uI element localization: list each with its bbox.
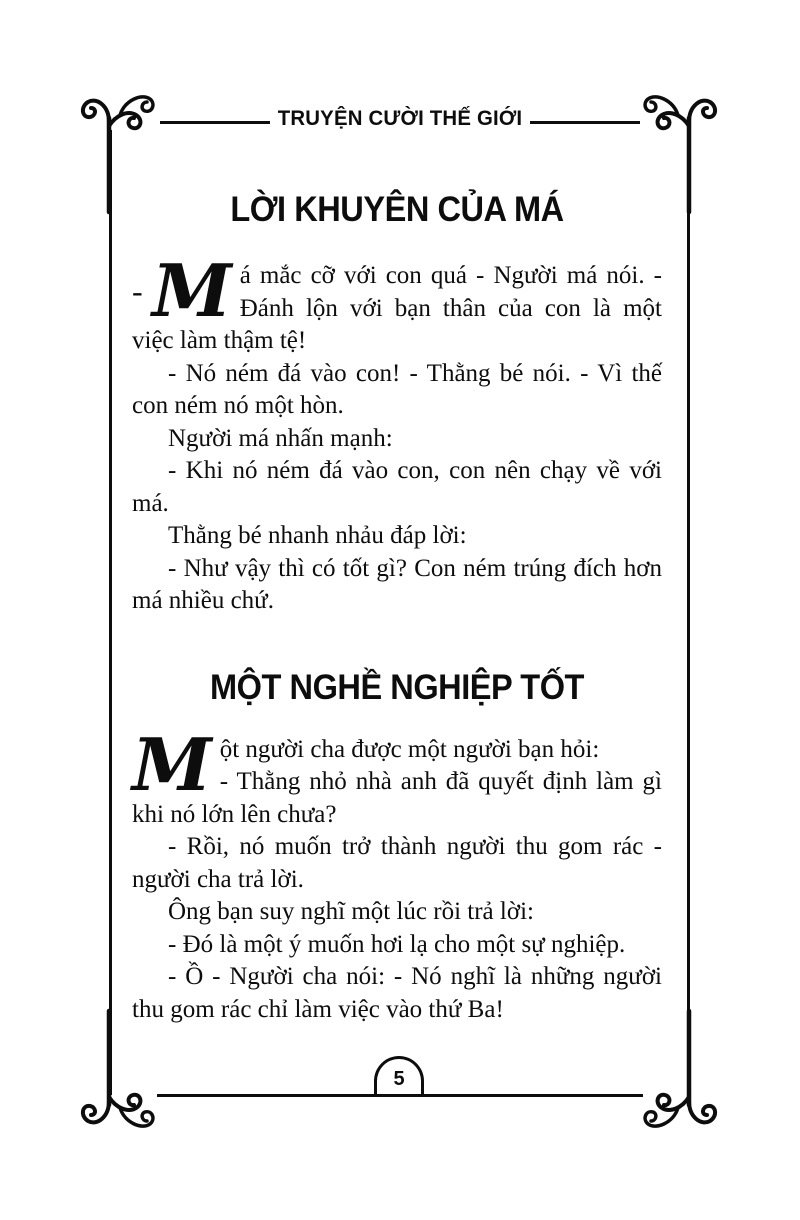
story-paragraph: - Nó ném đá vào con! - Thằng bé nói. - Vì thế con ném nó một hòn. bbox=[132, 359, 662, 419]
story-paragraph: - Đó là một ý muốn hơi lạ cho một sự nghiệp. bbox=[168, 930, 626, 958]
story-paragraph: - Khi nó ném đá vào con, con nên chạy về với má. bbox=[132, 457, 662, 517]
story-paragraph: Ông bạn suy nghĩ một lúc rồi trả lời: bbox=[168, 898, 534, 925]
opening-text-line2: - Thằng nhỏ nhà anh đã quyết định làm gì khi nó lớn lên chưa? bbox=[132, 768, 662, 828]
story-title: LỜI KHUYÊN CỦA MÁ bbox=[230, 190, 564, 229]
story-opening-paragraph bbox=[132, 248, 662, 358]
story-mot-nghe-nghiep-tot bbox=[132, 668, 662, 1027]
running-head-title: TRUYỆN CƯỜI THẾ GIỚI bbox=[277, 107, 523, 130]
dropcap-initial: M bbox=[152, 248, 232, 333]
lead-dash: - bbox=[132, 272, 143, 309]
story-paragraph: - Ồ - Người cha nói: - Nó nghĩ là những người thu gom rác chỉ làm việc vào thứ Ba! bbox=[132, 963, 662, 1023]
frame-border-right bbox=[687, 130, 690, 1095]
opening-text: ột người cha được một người bạn hỏi: bbox=[219, 735, 600, 763]
story-paragraph: - Rồi, nó muốn trở thành người thu gom rác - người cha trả lời. bbox=[132, 833, 662, 893]
story-loi-khuyen-cua-ma bbox=[132, 190, 662, 618]
story-title: MỘT NGHỀ NGHIỆP TỐT bbox=[210, 667, 584, 707]
page-content bbox=[132, 190, 662, 1026]
header-rule-right bbox=[530, 121, 640, 124]
frame-border-left bbox=[109, 130, 112, 1095]
dropcap-initial: M bbox=[132, 721, 212, 807]
story-paragraph: - Như vậy thì có tốt gì? Con ném trúng đích hơn má nhiều chứ. bbox=[132, 554, 662, 614]
story-paragraph: Thằng bé nhanh nhảu đáp lời: bbox=[168, 522, 467, 549]
corner-flourish-bottom-right bbox=[637, 1008, 729, 1133]
page-number-dome bbox=[374, 1056, 424, 1094]
corner-flourish-bottom-left bbox=[69, 1008, 161, 1133]
opening-text: á mắc cỡ với con quá - Người má nói. - Đánh lộn với bạn thân của con là một việc làm thậm tệ! bbox=[132, 262, 662, 354]
page-number: 5 bbox=[393, 1068, 405, 1090]
story-opening-paragraph bbox=[132, 721, 662, 832]
story-paragraph: Người má nhấn mạnh: bbox=[168, 424, 393, 452]
